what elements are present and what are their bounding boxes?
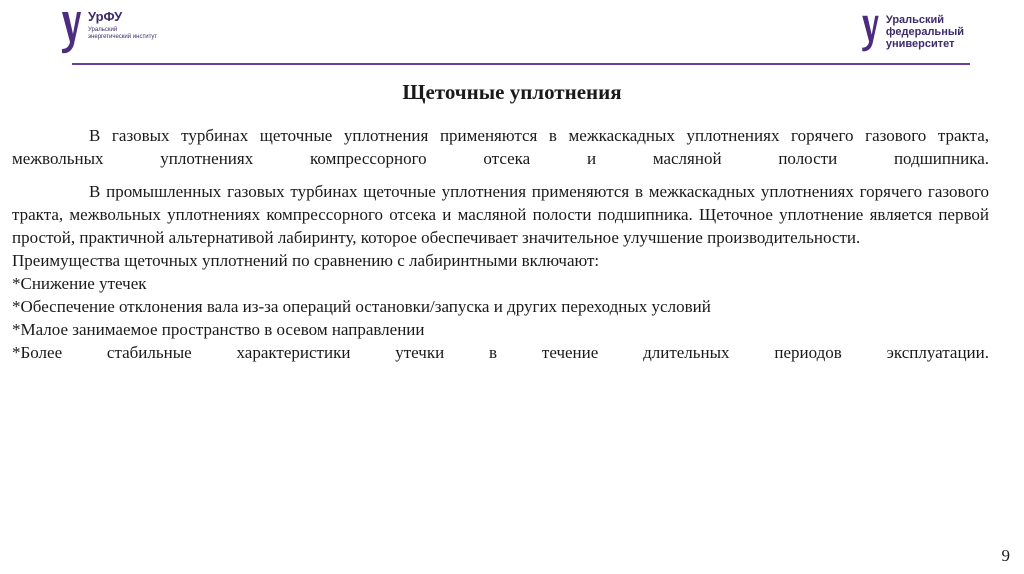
paragraph-1: В газовых турбинах щеточные уплотнения применяются в межкаскадных уплотнениях горячего газового тракта, межвольных уплотнениях компрессорного отсека и масляной полости подшипника. — [12, 126, 989, 168]
urfu-university-logo — [860, 14, 964, 52]
advantage-item-1: *Снижение утечек — [12, 274, 147, 293]
left-logo-subtitle: Уральский энергетический институт — [88, 27, 158, 40]
advantage-item-2: *Обеспечение отклонения вала из-за операций остановки/запуска и других переходных условий — [12, 297, 711, 316]
paragraph-2: В промышленных газовых турбинах щеточные уплотнения применяются в межкаскадных уплотнениях горячего газового тракта, межвольных уплотнениях компрессорного отсека и масляной полости подшипника. Щеточное уплотнение является первой простой, практичной альтернативой лабиринту, которое обеспечивает значительное улучшение производительности. — [12, 182, 989, 247]
slide-body — [12, 124, 989, 364]
urfu-y-logo-icon — [60, 10, 82, 54]
advantage-item-4: *Более стабильные характеристики утечки в течение длительных периодов эксплуатации. — [12, 343, 989, 362]
slide-title: Щеточные уплотнения — [402, 80, 622, 104]
advantages-intro: Преимущества щеточных уплотнений по сравнению с лабиринтными включают: — [12, 251, 600, 270]
header-divider — [72, 63, 970, 65]
page-number: 9 — [1001, 546, 1010, 565]
right-logo-line-3: университет — [885, 38, 955, 50]
left-logo-text — [88, 10, 158, 41]
right-logo-line-2: федеральный — [885, 26, 964, 38]
right-logo-line-1: Уральский — [885, 14, 945, 26]
urfu-energy-institute-logo — [60, 10, 158, 54]
right-logo-text — [886, 14, 964, 50]
advantage-item-3: *Малое занимаемое пространство в осевом направлении — [12, 320, 425, 339]
left-logo-brand: УрФУ — [88, 9, 123, 24]
urfu-y-logo-icon — [860, 14, 880, 52]
